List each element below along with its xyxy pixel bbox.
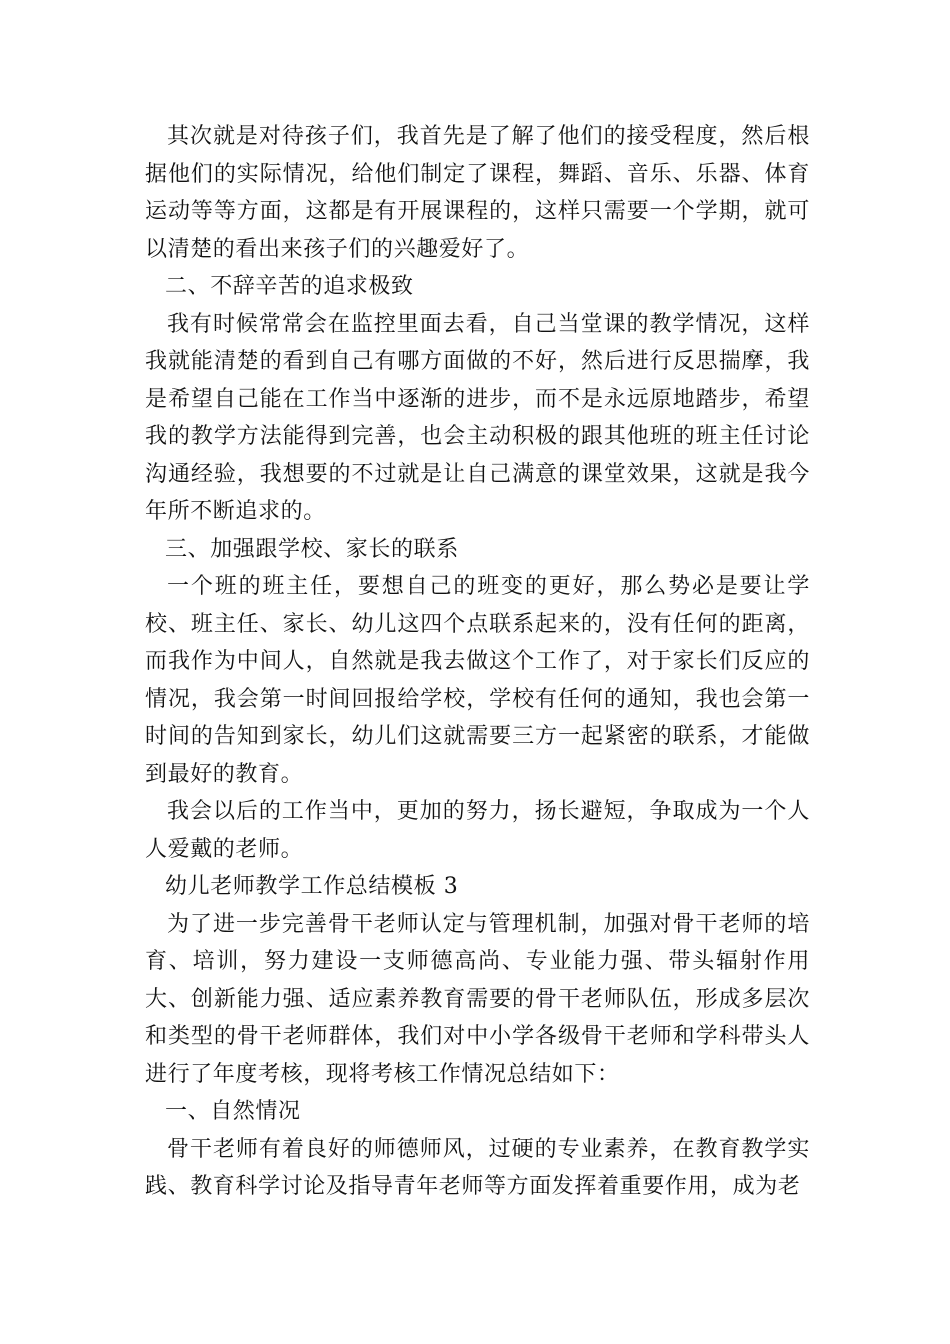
section-heading-natural-situation: 一、自然情况	[165, 1099, 301, 1124]
template-title: 幼儿老师教学工作总结模板 3	[165, 874, 459, 899]
paragraph-communication: 一个班的班主任，要想自己的班变的更好，那么势必是要让学校、班主任、家长、幼儿这四个点联系起来的，没有任何的距离，而我作为中间人，自然就是我去做这个工作了，对于家长们反应的情况，我会第一时间回报给学校，学校有任何的通知，我也会第一时间的告知到家长，幼儿们这就需要三方一起紧密的联系，才能做到最好的教育。	[145, 574, 810, 787]
paragraph-children-interests: 其次就是对待孩子们，我首先是了解了他们的接受程度，然后根据他们的实际情况，给他们制定了课程，舞蹈、音乐、乐器、体育运动等等方面，这都是有开展课程的，这样只需要一个学期，就可以清楚的看出来孩子们的兴趣爱好了。	[145, 124, 810, 262]
document-body	[145, 118, 810, 1206]
section-heading-pursuit: 二、不辞辛苦的追求极致	[165, 274, 414, 299]
paragraph-self-reflection: 我有时候常常会在监控里面去看，自己当堂课的教学情况，这样我就能清楚的看到自己有哪方面做的不好，然后进行反思揣摩，我是希望自己能在工作当中逐渐的进步，而不是永远原地踏步，希望我的教学方法能得到完善，也会主动积极的跟其他班的班主任讨论沟通经验，我想要的不过就是让自己满意的课堂效果，这就是我今年所不断追求的。	[145, 311, 810, 524]
paragraph-future-effort: 我会以后的工作当中，更加的努力，扬长避短，争取成为一个人人爱戴的老师。	[145, 799, 810, 862]
paragraph-teacher-ethics: 骨干老师有着良好的师德师风，过硬的专业素养，在教育教学实践、教育科学讨论及指导青年老师等方面发挥着重要作用，成为老	[145, 1136, 810, 1199]
section-heading-school-parents: 三、加强跟学校、家长的联系	[165, 536, 459, 562]
paragraph-backbone-teachers: 为了进一步完善骨干老师认定与管理机制，加强对骨干老师的培育、培训，努力建设一支师德高尚、专业能力强、带头辐射作用大、创新能力强、适应素养教育需要的骨干老师队伍，形成多层次和类型的骨干老师群体，我们对中小学各级骨干老师和学科带头人进行了年度考核，现将考核工作情况总结如下：	[145, 911, 810, 1087]
